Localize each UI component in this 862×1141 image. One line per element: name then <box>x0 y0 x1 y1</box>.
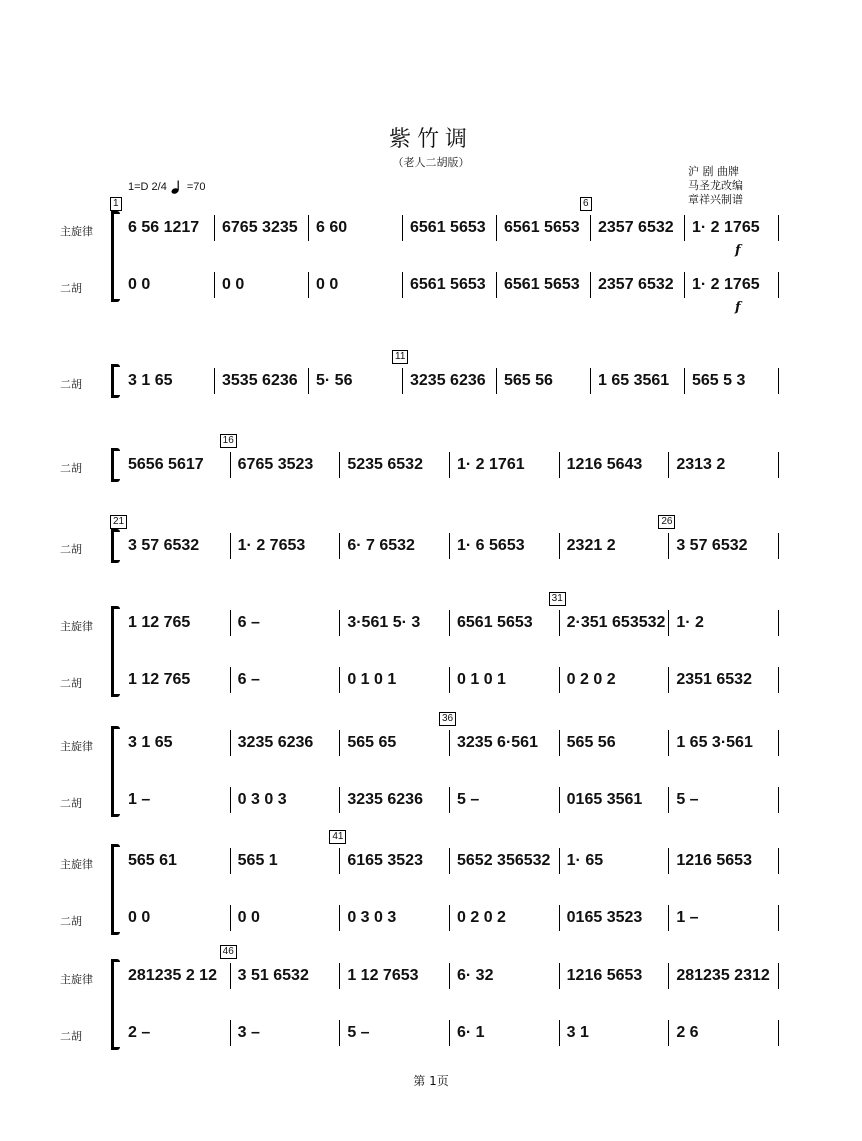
barline <box>559 963 560 989</box>
dynamic-marking: f <box>735 300 741 315</box>
barline <box>559 1020 560 1046</box>
barline <box>778 963 779 989</box>
measure: 2357 6532 <box>598 276 674 293</box>
barline <box>230 963 231 989</box>
score-subtitle: （老人二胡版） <box>392 156 470 169</box>
barline <box>230 452 231 478</box>
staff-row <box>0 610 862 636</box>
staff-row <box>0 272 862 298</box>
measure: 565 61 <box>128 852 177 869</box>
barline <box>230 848 231 874</box>
measure: 6561 5653 <box>457 614 533 631</box>
barline <box>230 905 231 931</box>
measure: 0 2 0 2 <box>566 671 616 688</box>
barline <box>778 215 779 241</box>
barline <box>559 667 560 693</box>
barline <box>339 452 340 478</box>
measure: 1216 5643 <box>566 456 643 473</box>
barline <box>214 215 215 241</box>
staff-row <box>0 368 862 394</box>
barline <box>449 963 450 989</box>
barline <box>496 272 497 298</box>
measure: 5 – <box>457 791 480 808</box>
score-system <box>0 946 862 1046</box>
barline <box>684 272 685 298</box>
measure: 2·351 653532 <box>566 614 666 631</box>
barline <box>559 452 560 478</box>
barline <box>590 368 591 394</box>
barline <box>214 368 215 394</box>
measure: 2321 2 <box>566 537 616 554</box>
measure: 1· 2 7653 <box>237 537 306 554</box>
barline <box>778 787 779 813</box>
barline <box>778 272 779 298</box>
measure: 565 5 3 <box>692 372 746 389</box>
measure: 3535 6236 <box>222 372 298 389</box>
barline <box>230 667 231 693</box>
barline <box>496 368 497 394</box>
measure: 1 12 7653 <box>347 967 419 984</box>
barline <box>668 533 669 559</box>
measure: 1· 6 5653 <box>457 537 525 554</box>
barline <box>684 368 685 394</box>
measure: 3 57 6532 <box>128 537 200 554</box>
dynamic-marking: f <box>735 243 741 258</box>
measure: 1 12 765 <box>128 614 191 631</box>
barline <box>308 272 309 298</box>
measure: 1· 2 1765 <box>692 219 760 236</box>
barline <box>684 215 685 241</box>
measure: 0165 3523 <box>566 909 643 926</box>
measure: 3235 6236 <box>347 791 423 808</box>
measure: 6165 3523 <box>347 852 423 869</box>
barline <box>778 368 779 394</box>
score-title: 紫竹调 <box>388 127 473 152</box>
tempo-bpm: =70 <box>186 181 206 193</box>
barline <box>559 787 560 813</box>
staff-row <box>0 730 862 756</box>
part-label: 主旋律 <box>60 740 93 753</box>
part-label: 二胡 <box>60 543 82 556</box>
measure: 1 12 765 <box>128 671 191 688</box>
barline <box>339 730 340 756</box>
barline <box>559 848 560 874</box>
measure: 0 0 <box>237 909 260 926</box>
staff-row <box>0 905 862 931</box>
barline <box>668 667 669 693</box>
barline <box>449 730 450 756</box>
barline <box>590 272 591 298</box>
part-label: 二胡 <box>60 797 82 810</box>
measure-number: 16 <box>220 434 237 448</box>
barline <box>778 533 779 559</box>
barline <box>449 610 450 636</box>
measure: 565 1 <box>237 852 278 869</box>
measure: 3235 6236 <box>237 734 314 751</box>
measure: 1 65 3561 <box>598 372 670 389</box>
score-system <box>0 831 862 931</box>
measure-number: 41 <box>329 830 346 844</box>
staff-row <box>0 963 862 989</box>
score-system <box>0 435 862 478</box>
staff-row <box>0 787 862 813</box>
measure: 3 – <box>237 1024 260 1041</box>
measure: 1 65 3·561 <box>676 734 753 751</box>
measure: 6561 5653 <box>504 276 580 293</box>
barline <box>449 905 450 931</box>
measure: 1· 2 <box>676 614 704 631</box>
barline <box>339 963 340 989</box>
measure: 281235 2 12 <box>128 967 217 984</box>
measure: 3·561 5· 3 <box>347 614 421 631</box>
barline <box>449 787 450 813</box>
barline <box>668 905 669 931</box>
measure: 5656 5617 <box>128 456 204 473</box>
part-label: 二胡 <box>60 677 82 690</box>
measure: 1· 2 1765 <box>692 276 760 293</box>
score-system <box>0 593 862 693</box>
barline <box>778 1020 779 1046</box>
part-label: 二胡 <box>60 378 82 391</box>
barline <box>339 905 340 931</box>
measure-number: 1 <box>110 197 122 211</box>
barline <box>339 1020 340 1046</box>
measure: 2 – <box>128 1024 151 1041</box>
barline <box>668 1020 669 1046</box>
measure: 5652 356532 <box>457 852 551 869</box>
measure: 3 57 6532 <box>676 537 748 554</box>
part-label: 主旋律 <box>60 973 93 986</box>
barline <box>230 533 231 559</box>
barline <box>778 667 779 693</box>
barline <box>668 787 669 813</box>
part-label: 主旋律 <box>60 858 93 871</box>
barline <box>668 452 669 478</box>
measure: 0 0 <box>222 276 245 293</box>
tempo-marking <box>128 180 206 194</box>
staff-row <box>0 848 862 874</box>
measure: 0165 3561 <box>566 791 643 808</box>
barline <box>449 1020 450 1046</box>
barline <box>668 610 669 636</box>
measure: 565 56 <box>504 372 553 389</box>
score-system <box>0 516 862 559</box>
score-system <box>0 713 862 813</box>
measure: 0 1 0 1 <box>457 671 506 688</box>
barline <box>778 848 779 874</box>
measure: 6· 1 <box>457 1024 485 1041</box>
staff-row <box>0 452 862 478</box>
measure-number: 31 <box>549 592 566 606</box>
barline <box>339 667 340 693</box>
barline <box>590 215 591 241</box>
barline <box>559 610 560 636</box>
barline <box>230 730 231 756</box>
measure: 5235 6532 <box>347 456 423 473</box>
measure: 6· 32 <box>457 967 494 984</box>
measure: 3 1 65 <box>128 372 173 389</box>
barline <box>230 1020 231 1046</box>
measure: 6765 3523 <box>237 456 314 473</box>
measure: 3235 6·561 <box>457 734 538 751</box>
measure: 6 – <box>237 614 260 631</box>
measure: 0 0 <box>128 909 151 926</box>
barline <box>559 533 560 559</box>
measure: 2 6 <box>676 1024 699 1041</box>
measure: 565 56 <box>566 734 616 751</box>
measure: 0 2 0 2 <box>457 909 506 926</box>
measure-number: 46 <box>220 945 237 959</box>
barline <box>449 533 450 559</box>
staff-row <box>0 1020 862 1046</box>
staff-row <box>0 215 862 241</box>
measure: 6561 5653 <box>410 219 486 236</box>
measure: 6 – <box>237 671 260 688</box>
measure: 6765 3235 <box>222 219 298 236</box>
measure: 5 – <box>347 1024 370 1041</box>
part-label: 二胡 <box>60 282 82 295</box>
measure: 2357 6532 <box>598 219 674 236</box>
measure-number: 11 <box>392 350 408 364</box>
barline <box>668 730 669 756</box>
measure: 1216 5653 <box>566 967 643 984</box>
measure: 5 – <box>676 791 699 808</box>
measure: 0 3 0 3 <box>237 791 287 808</box>
measure: 1· 65 <box>566 852 604 869</box>
part-label: 二胡 <box>60 1030 82 1043</box>
part-label: 二胡 <box>60 915 82 928</box>
measure: 6· 7 6532 <box>347 537 415 554</box>
measure: 565 65 <box>347 734 397 751</box>
measure-number: 6 <box>580 197 592 211</box>
measure: 3 51 6532 <box>237 967 309 984</box>
part-label: 二胡 <box>60 462 82 475</box>
barline <box>230 787 231 813</box>
measure: 6 60 <box>316 219 348 236</box>
measure: 3235 6236 <box>410 372 486 389</box>
measure-number: 26 <box>658 515 675 529</box>
credit-line: 沪 剧 曲牌 <box>688 165 739 178</box>
measure: 2351 6532 <box>676 671 752 688</box>
credit-line: 马圣龙改编 <box>688 179 743 192</box>
barline <box>339 610 340 636</box>
barline <box>449 452 450 478</box>
score-system <box>0 351 862 394</box>
staff-row <box>0 667 862 693</box>
barline <box>496 215 497 241</box>
barline <box>230 610 231 636</box>
barline <box>778 905 779 931</box>
credits <box>688 165 743 207</box>
measure: 3 1 65 <box>128 734 173 751</box>
barline <box>449 848 450 874</box>
barline <box>339 848 340 874</box>
barline <box>559 730 560 756</box>
measure: 281235 2312 <box>676 967 770 984</box>
part-label: 主旋律 <box>60 620 93 633</box>
barline <box>449 667 450 693</box>
measure: 5· 56 <box>316 372 353 389</box>
barline <box>668 963 669 989</box>
measure: 0 1 0 1 <box>347 671 397 688</box>
measure-number: 36 <box>439 712 456 726</box>
measure: 6561 5653 <box>410 276 486 293</box>
measure: 1216 5653 <box>676 852 752 869</box>
measure: 6561 5653 <box>504 219 580 236</box>
measure: 2313 2 <box>676 456 726 473</box>
measure: 1 – <box>676 909 699 926</box>
barline <box>778 610 779 636</box>
staff-row <box>0 533 862 559</box>
measure: 0 0 <box>128 276 151 293</box>
barline <box>339 787 340 813</box>
barline <box>402 272 403 298</box>
credit-line: 章祥兴制谱 <box>688 193 743 206</box>
barline <box>308 215 309 241</box>
barline <box>778 452 779 478</box>
barline <box>308 368 309 394</box>
barline <box>778 730 779 756</box>
measure: 1 – <box>128 791 151 808</box>
barline <box>402 368 403 394</box>
measure: 0 3 0 3 <box>347 909 397 926</box>
barline <box>559 905 560 931</box>
measure: 3 1 <box>566 1024 589 1041</box>
barline <box>339 533 340 559</box>
key-meter: 1=D 2/4 <box>128 181 167 193</box>
barline <box>214 272 215 298</box>
part-label: 主旋律 <box>60 225 93 238</box>
barline <box>402 215 403 241</box>
page-number: 第 1页 <box>413 1074 449 1088</box>
barline <box>668 848 669 874</box>
quarter-note-icon <box>170 180 184 194</box>
measure: 1· 2 1761 <box>457 456 525 473</box>
measure-number: 21 <box>110 515 127 529</box>
measure: 0 0 <box>316 276 339 293</box>
measure: 6 56 1217 <box>128 219 200 236</box>
